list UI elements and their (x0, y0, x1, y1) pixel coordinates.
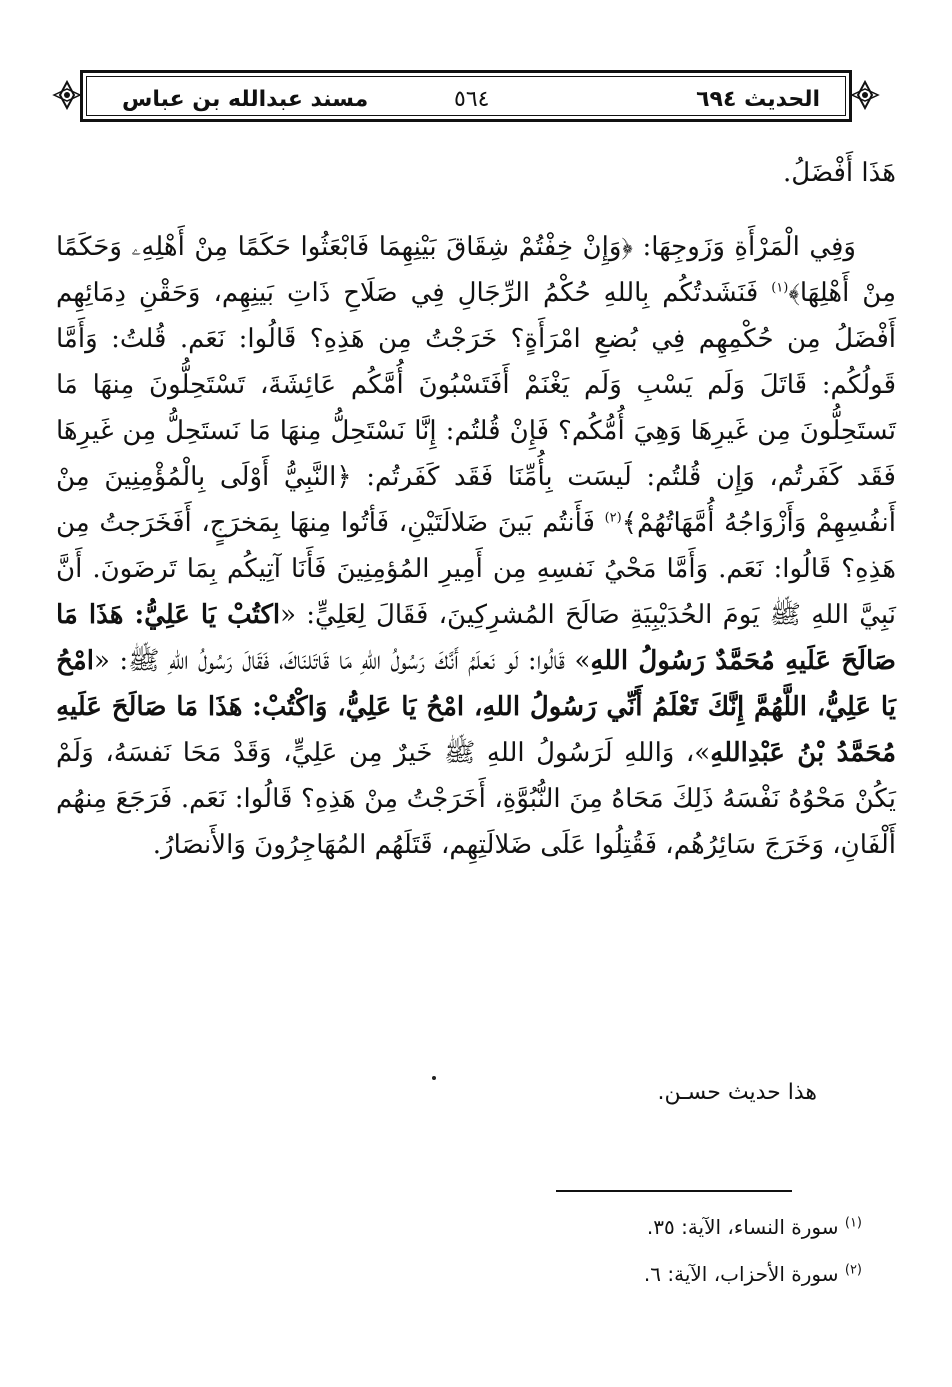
prophet-quote: امْحُ يَا عَلِيُّ، اللَّهُمَّ إِنَّكَ تَعْلَمُ أَنِّي رَسُولُ اللهِ، امْحُ يَا عَلِيُّ، وَاكْتُبْ: هَذَا مَا صَالَحَ عَلَيهِ مُحَمَّدُ بْنُ عَبْدِاللهِ (56, 646, 897, 768)
hadith-grade: هذا حديث حسـن. (657, 1080, 817, 1105)
page-header (52, 66, 880, 126)
text-segment: »، وَاللهِ لَرَسُولُ اللهِ ﷺ خَيرٌ مِن عَلِيٍّ، وَقَدْ مَحَا نَفسَهُ، وَلَمْ يَكُنْ مَحْوُهُ نَفْسَهُ ذَلِكَ مَحَاهُ مِنَ النُّبُوَّةِ، أَخَرَجْتُ مِنْ هَذِهِ؟ قَالُوا: نَعَم. فَرَجَعَ مِنهُم أَلْفَانِ، وَخَرَجَ سَائِرُهُم، فَقُتِلُوا عَلَى ضَلالَتِهِم، قَتَلَهُم المُهَاجِرُونَ وَالأَنصَارُ. (56, 738, 896, 860)
footnote-number: (١) (844, 1215, 862, 1231)
hadith-number: الحديث ٦٩٤ (696, 87, 820, 112)
footnote-text: سورة الأحزاب، الآية: ٦. (643, 1262, 839, 1286)
footnote-number: (٢) (844, 1262, 862, 1278)
text-segment: فَأَنتُم بَينَ ضَلالَتَيْنِ، فَأتُوا مِنهَا بِمَخرَجٍ، أَفَخَرَجتُ مِن هَذِهِ؟ قَالُوا: نَعَم. وَأَمَّا مَحْيُ نَفسِهِ مِن أَمِيرِ المُؤمِنِينَ فَأَنَا آتِيكُم بِمَا تَرضَونَ. أَنَّ نَبِيَّ اللهِ ﷺ يَومَ الحُدَيْبِيَةِ صَالَحَ المُشرِكِينَ، فَقَالَ لِعَلِيٍّ: « (56, 508, 896, 630)
footnote-divider (556, 1190, 792, 1192)
quran-verse: ﴿النَّبِيُّ أَوْلَى بِالْمُؤْمِنِينَ مِنْ أَنفُسِهِمْ وَأَزْوَاجُهُ أُمَّهَاتُهُمْ﴾ (56, 462, 896, 538)
footnote-marker: (١) (771, 280, 789, 296)
text-segment: وَفِي الْمَرْأَةِ وَزَوجِهَا: (632, 232, 856, 262)
quran-verse: ﴿وَإِنْ خِفْتُمْ شِقَاقَ بَيْنِهِمَا فَابْعَثُوا حَكَمًا مِنْ أَهْلِهِۦ وَحَكَمًا مِنْ أَهْلِهَا﴾ (56, 232, 897, 308)
page-number: ٥٦٤ (454, 87, 490, 112)
footnote-text: سورة النساء، الآية: ٣٥. (646, 1215, 839, 1239)
ink-dot (432, 1076, 436, 1080)
prophet-quote: اكتُبْ يَا عَلِيُّ: هَذَا مَا صَالَحَ عَلَيهِ مُحَمَّدٌ رَسُولُ اللهِ (56, 600, 896, 676)
ornament-right-icon (850, 80, 880, 110)
main-text (56, 150, 896, 868)
text-segment: » قَالُوا: لَو نَعلَمُ أَنَّكَ رَسُولُ اللهِ مَا قَاتَلنَاكَ، فَقَالَ رَسُولُ اللهِ ﷺ: « (93, 646, 591, 676)
footnote-marker: (٢) (604, 510, 622, 526)
text-segment: فَنَشَدتُكُم بِاللهِ حُكْمُ الرِّجَالِ فِي صَلَاحِ ذَاتِ بَينِهِم، وَحَقْنِ دِمَائِهِم أَفْضَلُ مِن حُكْمِهِم فِي بُضعِ امْرَأَةٍ؟ خَرَجْتُ مِن هَذِهِ؟ قَالُوا: نَعَم. قُلتُ: وَأَمَّا قَولُكُم: قَاتَلَ وَلَم يَسْبِ وَلَم يَغْنَمْ أَفَتَسْبُونَ أُمَّكُم عَائِشَةَ، تَسْتَحِلُّونَ مِنهَا مَا تَستَحِلُّونَ مِن غَيرِهَا وَهِيَ أُمُّكُم؟ فَإِنْ قُلتُم: إِنَّا نَسْتَحِلُّ مِنهَا مَا نَستَحِلُّ مِن غَيرِهَا فَقَد كَفَرتُم، وَإِن قُلتُم: لَيسَت بِأُمِّنَا فَقَد كَفَرتُم: (56, 278, 896, 492)
musnad-title: مسند عبدالله بن عباس (122, 87, 369, 112)
footnote-2 (644, 1262, 862, 1286)
paragraph-2 (56, 224, 896, 868)
paragraph-1: هَذَا أَفْضَلُ. (782, 158, 896, 188)
footnote-1 (647, 1215, 862, 1239)
ornament-left-icon (52, 80, 82, 110)
